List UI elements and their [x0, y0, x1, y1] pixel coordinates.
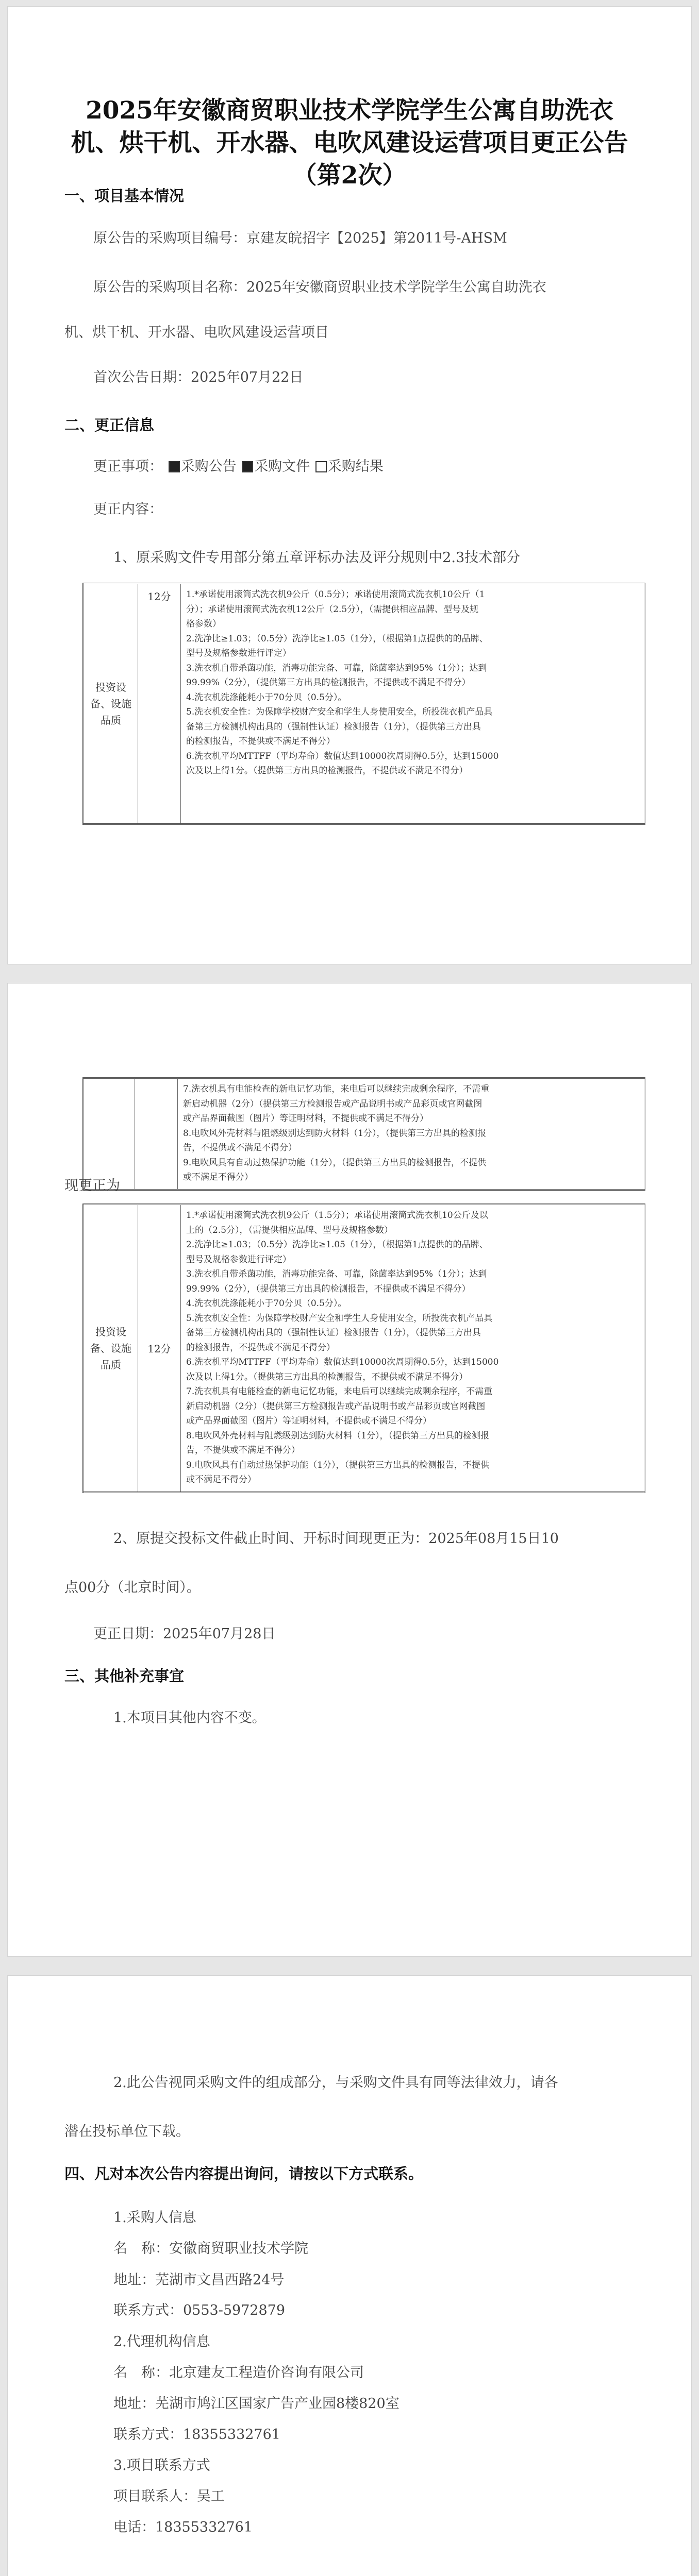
criteria-line: 备第三方检测机构出具的（强制性认证）检测报告（1分），（提供第三方出具 [186, 721, 481, 732]
correction-item-label: 采购文件 [254, 459, 310, 474]
criteria-line: 型号及规格参数进行评定） [186, 1254, 291, 1265]
purchaser-phone: 联系方式：0553-5972879 [113, 2302, 286, 2318]
criteria-line: 的检测报告，不提供或不满足不得分） [186, 736, 335, 747]
criteria-line: 1.*承诺使用滚筒式洗衣机9公斤（0.5分）；承诺使用滚筒式洗衣机10公斤（1 [186, 589, 485, 600]
criteria-line: 6.洗衣机平均MTTFF（平均寿命）数值达到10000次周期得0.5分，达到15000 [186, 751, 499, 761]
correction-point-2-line-2: 点00分（北京时间）。 [64, 1580, 201, 1596]
criteria-line: 次及以上得1分。（提供第三方出具的检测报告，不提供或不满足不得分） [186, 766, 468, 776]
criteria-line: 9.电吹风具有自动过热保护功能（1分），（提供第三方出具的检测报告，不提供 [186, 1460, 490, 1470]
criteria-line: 新启动机器（2分）（提供第三方检测报告或产品说明书或产品彩页或官网截图 [186, 1401, 486, 1412]
table-row [84, 584, 645, 824]
criteria-line: 分）；承诺使用滚筒式洗衣机12公斤（2.5分），（需提供相应品牌、型号及规 [186, 604, 479, 615]
criteria-line: 1.*承诺使用滚筒式洗衣机9公斤（1.5分）；承诺使用滚筒式洗衣机10公斤及以 [186, 1210, 488, 1221]
section-heading-basic-info: 一、项目基本情况 [64, 187, 185, 205]
criteria-body [181, 1205, 645, 1493]
correction-items [93, 455, 384, 475]
criteria-line: 8.电吹风外壳材料与阻燃级别达到防火材料（1分），（提供第三方出具的检测报 [186, 1430, 490, 1441]
project-number: 原公告的采购项目编号：京建友皖招字【2025】第2011号-AHSM [93, 230, 507, 246]
criteria-line: 4.洗衣机洗涤能耗小于70分贝（0.5分）。 [186, 1298, 347, 1309]
project-name-line-1: 原公告的采购项目名称：2025年安徽商贸职业技术学院学生公寓自助洗衣 [93, 279, 546, 295]
criteria-line: 上的（2.5分），（需提供相应品牌、型号及规格参数） [186, 1225, 393, 1235]
criteria-line: 格参数） [186, 619, 221, 629]
criteria-line: 7.洗衣机具有电能检查的新电记忆功能，来电后可以继续完成剩余程序，不需重 [186, 1386, 493, 1397]
other-item-2-line-1: 2.此公告视同采购文件的组成部分，与采购文件具有同等法律效力，请各 [113, 2075, 558, 2091]
agency-header: 2.代理机构信息 [113, 2334, 210, 2350]
correction-point-1: 1、原采购文件专用部分第五章评标办法及评分规则中2.3技术部分 [113, 550, 521, 566]
agency-address: 地址：芜湖市鸠江区国家广告产业园8楼820室 [113, 2396, 400, 2412]
purchaser-address: 地址：芜湖市文昌西路24号 [113, 2272, 285, 2288]
criteria-body [178, 1078, 645, 1190]
criteria-line: 7.洗衣机具有电能检查的新电记忆功能，来电后可以继续完成剩余程序，不需重 [183, 1084, 490, 1094]
agency-phone: 联系方式：18355332761 [113, 2427, 280, 2443]
criteria-line: 2.洗净比≥1.03；（0.5分）洗净比≥1.05（1分），（根据第1点提供的的品牌、 [186, 1240, 488, 1250]
section-heading-contacts: 四、凡对本次公告内容提出询问，请按以下方式联系。 [64, 2165, 424, 2182]
criteria-line: 99.99%（2分），（提供第三方出具的检测报告，不提供或不满足不得分） [186, 677, 471, 688]
criteria-lines [186, 587, 639, 778]
criteria-category-empty [84, 1078, 135, 1190]
criteria-line: 3.洗衣机自带杀菌功能，消毒功能完备、可靠，除菌率达到95%（1分）；达到 [186, 1269, 487, 1279]
checkbox-procurement-documents [242, 461, 253, 472]
criteria-score-empty [135, 1078, 178, 1190]
correction-items-label: 更正事项： [93, 459, 163, 474]
criteria-line: 或产品界面截图（图片）等证明材料，不提供或不满足不得分） [186, 1416, 431, 1426]
page-title: 2025年安徽商贸职业技术学院学生公寓自助洗衣机、烘干机、开水器、电吹风建设运营项目更正公告（第2次） [71, 96, 628, 190]
original-criteria-table-continued [82, 1077, 645, 1191]
criteria-score: 12分 [138, 1205, 181, 1493]
criteria-line: 99.99%（2分），（提供第三方出具的检测报告，不提供或不满足不得分） [186, 1283, 471, 1294]
correction-point-2-line-1: 2、原提交投标文件截止时间、开标时间现更正为：2025年08月15日10 [113, 1531, 559, 1547]
original-criteria-table [82, 583, 645, 825]
criteria-line: 2.洗净比≥1.03；（0.5分）洗净比≥1.05（1分），（根据第1点提供的的品牌、 [186, 633, 488, 644]
criteria-line: 型号及规格参数进行评定） [186, 648, 291, 658]
criteria-body [181, 584, 645, 824]
checkbox-procurement-notice [169, 461, 180, 472]
document-page-1 [7, 6, 692, 964]
criteria-line: 9.电吹风具有自动过热保护功能（1分），（提供第三方出具的检测报告，不提供 [183, 1157, 487, 1168]
criteria-line: 5.洗衣机安全性：为保障学校财产安全和学生人身使用安全，所投洗衣机产品具 [186, 707, 493, 717]
project-contact-header: 3.项目联系方式 [113, 2458, 210, 2473]
criteria-line: 告，不提供或不满足不得分） [186, 1445, 300, 1455]
criteria-line: 备第三方检测机构出具的（强制性认证）检测报告（1分），（提供第三方出具 [186, 1328, 481, 1338]
agency-name: 名 称：北京建友工程造价咨询有限公司 [113, 2365, 364, 2381]
revised-label: 现更正为 [64, 1178, 120, 1194]
criteria-line: 的检测报告，不提供或不满足不得分） [186, 1342, 335, 1353]
criteria-line: 或不满足不得分） [183, 1172, 253, 1182]
table-row [84, 1078, 645, 1190]
correction-content-label: 更正内容： [93, 501, 163, 517]
revised-criteria-table [82, 1204, 645, 1493]
project-contact-phone: 电话：18355332761 [113, 2519, 253, 2535]
criteria-line: 6.洗衣机平均MTTFF（平均寿命）数值达到10000次周期得0.5分，达到15000 [186, 1357, 499, 1367]
criteria-score: 12分 [138, 584, 181, 824]
table-row [84, 1205, 645, 1493]
criteria-line: 3.洗衣机自带杀菌功能，消毒功能完备、可靠，除菌率达到95%（1分）；达到 [186, 663, 487, 673]
project-contact-person: 项目联系人：吴工 [113, 2488, 225, 2504]
criteria-line: 次及以上得1分。（提供第三方出具的检测报告，不提供或不满足不得分） [186, 1371, 468, 1382]
criteria-category: 投资设备、设施品质 [84, 1205, 138, 1493]
document-page-2 [7, 983, 692, 1957]
criteria-line: 4.洗衣机洗涤能耗小于70分贝（0.5分）。 [186, 692, 347, 703]
correction-date: 更正日期：2025年07月28日 [93, 1626, 276, 1642]
section-heading-other: 三、其他补充事宜 [64, 1667, 185, 1685]
criteria-line: 告，不提供或不满足不得分） [183, 1143, 297, 1153]
criteria-line: 或不满足不得分） [186, 1475, 256, 1485]
criteria-line: 或产品界面截图（图片）等证明材料，不提供或不满足不得分） [183, 1113, 428, 1124]
first-announcement-date: 首次公告日期：2025年07月22日 [93, 369, 304, 385]
document-page-3 [7, 1975, 692, 2576]
purchaser-name: 名 称：安徽商贸职业技术学院 [113, 2241, 308, 2257]
project-name-line-2: 机、烘干机、开水器、电吹风建设运营项目 [64, 325, 329, 341]
criteria-lines [183, 1082, 639, 1185]
criteria-line: 5.洗衣机安全性：为保障学校财产安全和学生人身使用安全，所投洗衣机产品具 [186, 1313, 493, 1324]
correction-item-label: 采购公告 [180, 459, 237, 474]
criteria-category: 投资设备、设施品质 [84, 584, 138, 824]
criteria-line: 8.电吹风外壳材料与阻燃级别达到防火材料（1分），（提供第三方出具的检测报 [183, 1128, 487, 1139]
other-item-2-line-2: 潜在投标单位下载。 [64, 2124, 190, 2140]
purchaser-header: 1.采购人信息 [113, 2210, 196, 2226]
criteria-lines [186, 1208, 639, 1487]
criteria-line: 新启动机器（2分）（提供第三方检测报告或产品说明书或产品彩页或官网截图 [183, 1098, 482, 1109]
correction-item-label: 采购结果 [327, 459, 384, 474]
other-item-1: 1.本项目其他内容不变。 [113, 1710, 266, 1726]
checkbox-procurement-result [315, 461, 327, 472]
section-heading-correction: 二、更正信息 [64, 416, 155, 434]
